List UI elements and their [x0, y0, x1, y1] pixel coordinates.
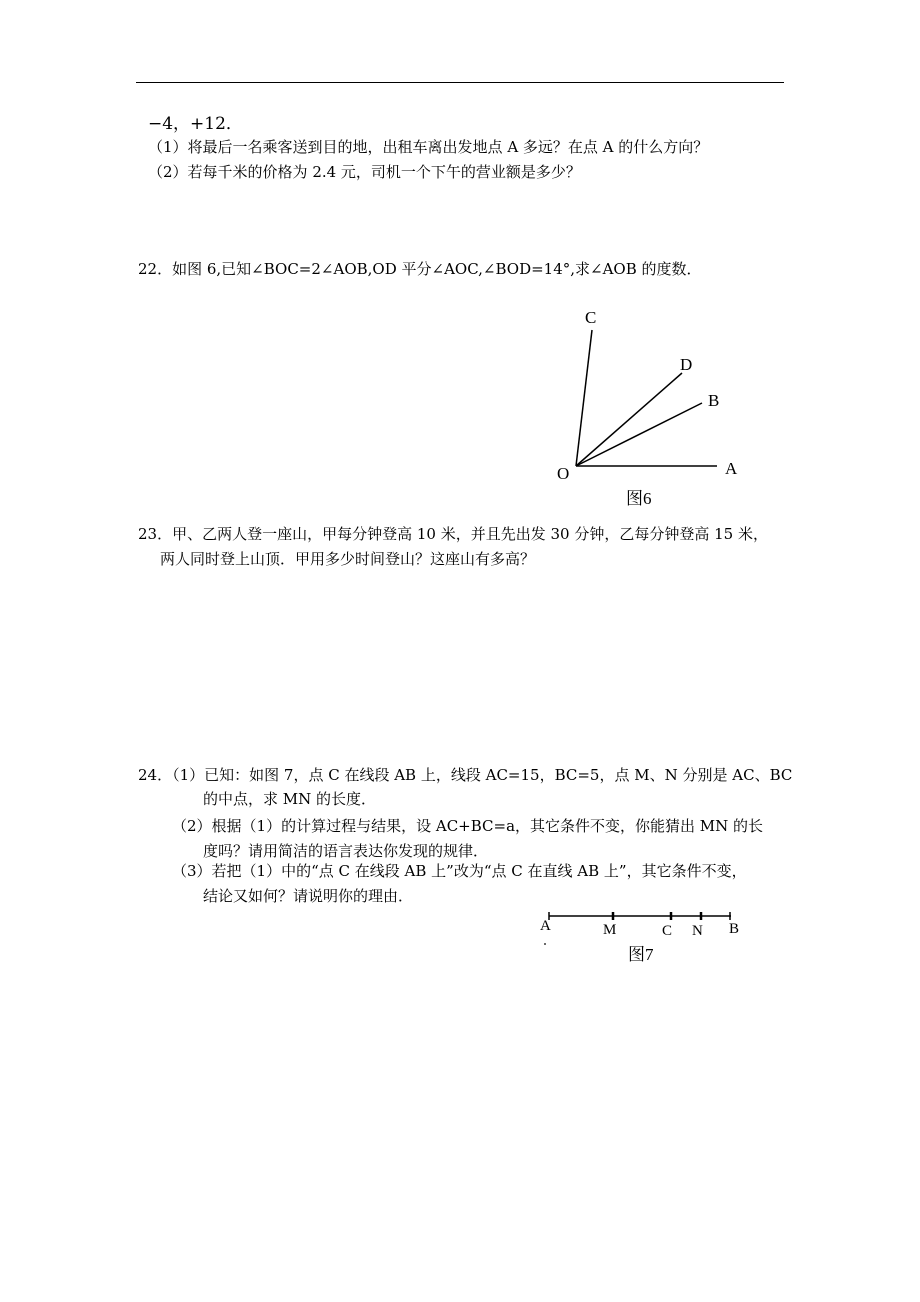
label-b: B [708, 391, 720, 410]
header-rule [136, 82, 784, 83]
q24-p1-line2: 的中点，求 MN 的长度． [203, 790, 377, 808]
label-d: D [680, 355, 693, 374]
fig7-label-b: B [729, 921, 740, 937]
label-a: A [725, 459, 738, 478]
label-c: C [585, 308, 597, 327]
q24-p3-line1: （3）若把（1）中的“点 C 在线段 AB 上”改为“点 C 在直线 AB 上”，其它条件不变， [172, 862, 747, 880]
q21-part2: （2）若每千米的价格为 2.4 元，司机一个下午的营业额是多少？ [148, 163, 581, 181]
dot-a [544, 943, 546, 945]
fig7-label-c: C [662, 923, 673, 939]
fig7-label-a: A [540, 918, 551, 934]
q24-p2-line2: 度吗？请用简洁的语言表达你发现的规律． [203, 842, 489, 860]
figure-7-caption: 图7 [628, 945, 654, 964]
q21-prefix: −4，+12． [148, 114, 243, 134]
q22-text: 22．如图 6,已知∠BOC=2∠AOB,OD 平分∠AOC,∠BOD=14°,求∠AOB 的度数． [138, 260, 702, 278]
fig7-label-n: N [692, 923, 703, 939]
fig7-label-m: M [603, 922, 617, 938]
label-o: O [557, 464, 570, 483]
q24-p3-line2: 结论又如何？请说明你的理由． [203, 887, 414, 905]
q23-line2: 两人同时登上山顶．甲用多少时间登山？这座山有多高？ [160, 550, 536, 568]
figure-6-caption: 图6 [626, 489, 652, 508]
ray-ob [576, 403, 702, 466]
ray-oc [576, 330, 592, 466]
q21-part1: （1）将最后一名乘客送到目的地，出租车离出发地点 A 多远？在点 A 的什么方向？ [148, 138, 709, 156]
q23-line1: 23．甲、乙两人登一座山，甲每分钟登高 10 米，并且先出发 30 分钟，乙每分钟登高 15 米， [138, 525, 768, 543]
q24-p2-line1: （2）根据（1）的计算过程与结果，设 AC+BC=a，其它条件不变，你能猜出 MN 的长 [172, 817, 764, 835]
q24-p1-line1: 24．（1）已知：如图 7，点 C 在线段 AB 上，线段 AC=15，BC=5，点 M、N 分别是 AC、BC [138, 766, 793, 784]
ray-od [576, 373, 682, 466]
